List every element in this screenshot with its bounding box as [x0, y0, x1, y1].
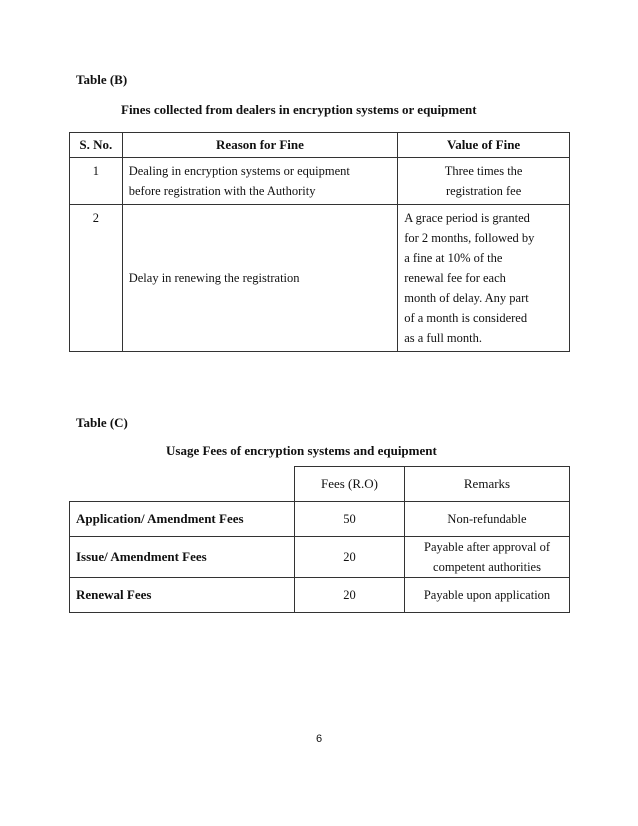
- cell-line: Non-refundable: [447, 512, 527, 526]
- table-row: [70, 537, 570, 578]
- table-c-caption: Usage Fees of encryption systems and equipment: [166, 443, 437, 458]
- fee-item: Application/ Amendment Fees: [70, 502, 295, 537]
- value-cell: [398, 158, 570, 205]
- page-number: 6: [315, 733, 323, 745]
- table-header-row: [70, 133, 570, 158]
- table-row: [70, 502, 570, 537]
- fee-remarks: [405, 502, 570, 537]
- table-row: [70, 578, 570, 613]
- cell-line: of a month is considered: [404, 311, 528, 325]
- reason-cell: [122, 158, 397, 205]
- fee-item: Issue/ Amendment Fees: [70, 537, 295, 578]
- fee-amount: 20: [295, 578, 405, 613]
- table-header-row: [70, 467, 570, 502]
- cell-line: competent authorities: [433, 560, 541, 574]
- cell-line: renewal fee for each: [404, 271, 506, 285]
- header-value: Value of Fine: [398, 133, 570, 158]
- fines-table: [69, 132, 570, 352]
- reason-cell: [122, 205, 397, 352]
- table-row: [70, 205, 570, 352]
- fee-remarks: [405, 537, 570, 578]
- cell-line: Delay in renewing the registration: [128, 271, 300, 285]
- header-sno: S. No.: [70, 133, 123, 158]
- fee-remarks: [405, 578, 570, 613]
- fee-amount: 50: [295, 502, 405, 537]
- table-b-label: Table (B): [76, 72, 128, 87]
- header-empty: [70, 467, 295, 502]
- cell-line: registration fee: [445, 184, 522, 198]
- usage-fees-table: [69, 466, 570, 613]
- fee-amount: 20: [295, 537, 405, 578]
- header-fees: Fees (R.O): [295, 467, 405, 502]
- value-cell: [398, 205, 570, 352]
- cell-line: month of delay. Any part: [404, 291, 529, 305]
- cell-line: before registration with the Authority: [128, 184, 316, 198]
- cell-line: A grace period is granted: [404, 211, 530, 225]
- cell-line: Dealing in encryption systems or equipment: [128, 164, 350, 178]
- cell-line: as a full month.: [404, 331, 482, 345]
- header-remarks: Remarks: [405, 467, 570, 502]
- header-reason: Reason for Fine: [122, 133, 397, 158]
- cell-line: Three times the: [444, 164, 523, 178]
- cell-line: for 2 months, followed by: [404, 231, 535, 245]
- fee-item: Renewal Fees: [70, 578, 295, 613]
- cell-line: Payable after approval of: [424, 540, 550, 554]
- table-b-caption: Fines collected from dealers in encryption systems or equipment: [121, 102, 477, 117]
- row-number: 1: [70, 158, 123, 205]
- cell-line: Payable upon application: [423, 588, 551, 602]
- row-number: 2: [70, 205, 123, 352]
- table-c-label: Table (C): [76, 415, 128, 430]
- cell-line: a fine at 10% of the: [404, 251, 503, 265]
- table-row: [70, 158, 570, 205]
